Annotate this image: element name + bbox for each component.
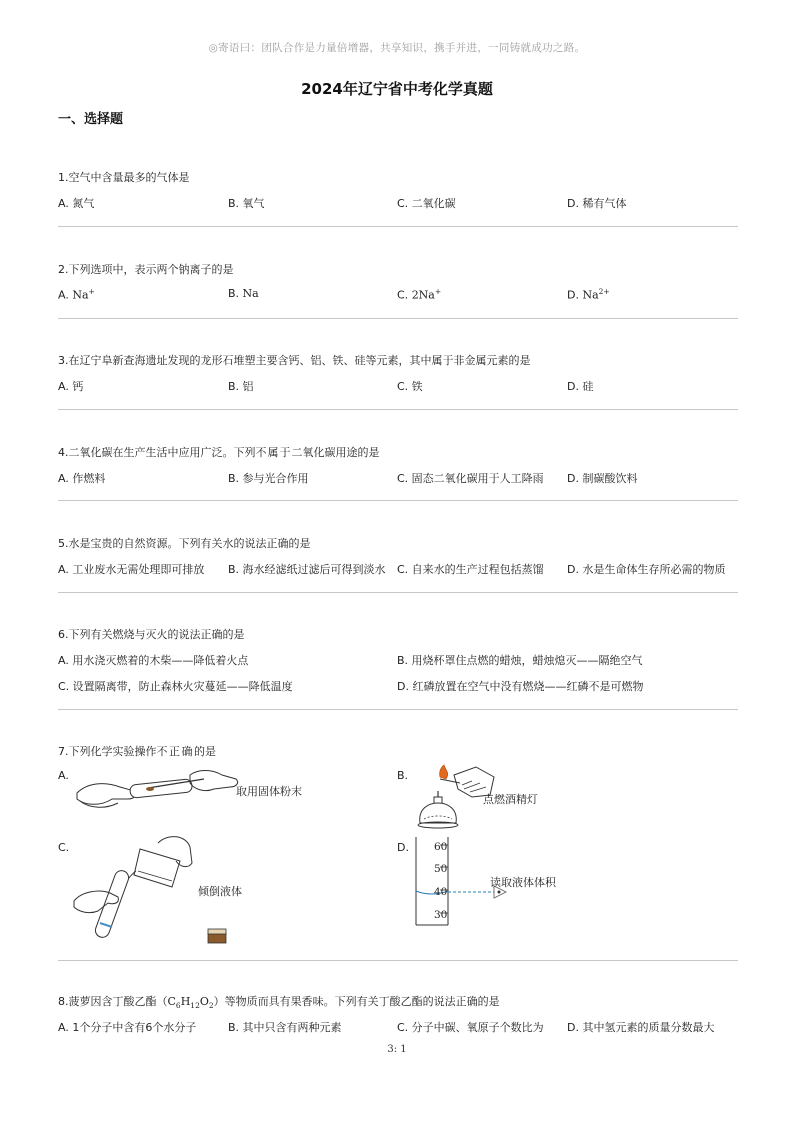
ion-charge: + <box>434 287 442 296</box>
question-3 <box>58 352 738 393</box>
caption-powder: 取用固体粉末 <box>236 785 302 798</box>
option-d[interactable]: D. <box>397 841 409 854</box>
option-label: B. <box>228 287 243 300</box>
powder-transfer-illustration <box>72 765 242 817</box>
option-b[interactable]: B. 其中只含有两种元素 <box>228 1021 342 1034</box>
option-b[interactable] <box>228 287 259 300</box>
option-b[interactable]: B. 参与光合作用 <box>228 472 309 485</box>
ion-formula: Na <box>72 288 89 302</box>
option-b[interactable]: B. 氧气 <box>228 197 265 210</box>
emphasis-text: 不正确 <box>156 745 194 758</box>
option-d[interactable]: D. 稀有气体 <box>567 197 627 210</box>
stem-text: 8.菠萝因含丁酸乙酯（ <box>58 995 168 1008</box>
question-5 <box>58 535 738 576</box>
question-2 <box>58 261 738 302</box>
emphasis-text: 不属于 <box>255 446 292 459</box>
stem-text: ）等物质而具有果香味。下列有关丁酸乙酯的说法正确的是 <box>213 995 500 1008</box>
option-label: D. <box>567 288 583 302</box>
question-stem <box>58 743 738 759</box>
cylinder-tick-40: 40 <box>434 886 448 898</box>
caption-read-volume: 读取液体体积 <box>490 876 556 889</box>
ion-formula: Na <box>242 287 259 300</box>
option-d[interactable]: D. 硅 <box>567 380 594 393</box>
header-motto: ◎寄语曰：团队合作是力量倍增器，共享知识，携手并进，一同铸就成功之路。 <box>208 42 586 54</box>
option-c[interactable]: C. 固态二氧化碳用于人工降雨 <box>397 472 544 485</box>
question-stem <box>58 444 738 460</box>
option-d[interactable]: D. 水是生命体生存所必需的物质 <box>567 563 726 576</box>
question-stem: 6.下列有关燃烧与灭火的说法正确的是 <box>58 628 245 641</box>
question-stem: 1.空气中含量最多的气体是 <box>58 171 190 184</box>
divider <box>58 409 738 410</box>
stem-text: 4.二氧化碳在生产生活中应用广泛。下列 <box>58 446 256 459</box>
question-7 <box>58 743 738 943</box>
option-a[interactable]: A. 1个分子中含有6个水分子 <box>58 1021 197 1034</box>
option-b[interactable]: B. 铝 <box>228 380 254 393</box>
option-c[interactable]: C. 分子中碳、氧原子个数比为 <box>397 1021 544 1034</box>
question-6 <box>58 626 738 693</box>
stem-text: 的是 <box>194 745 216 758</box>
option-d[interactable] <box>567 287 610 302</box>
stem-text: 7.下列化学实验操作 <box>58 745 157 758</box>
option-b[interactable]: B. <box>397 769 409 782</box>
ion-formula: Na <box>582 288 599 302</box>
option-d[interactable]: D. 制碳酸饮料 <box>567 472 638 485</box>
option-label: C. <box>397 288 412 302</box>
divider <box>58 226 738 227</box>
option-a[interactable]: A. <box>58 769 69 782</box>
option-a[interactable] <box>58 287 95 302</box>
stem-text: 二氧化碳用途的是 <box>291 446 380 459</box>
question-stem: 5.水是宝贵的自然资源。下列有关水的说法正确的是 <box>58 537 311 550</box>
option-b[interactable]: B. 海水经滤纸过滤后可得到淡水 <box>228 563 386 576</box>
page-number: 3: 1 <box>387 1044 407 1055</box>
option-a[interactable]: A. 工业废水无需处理即可排放 <box>58 563 205 576</box>
option-c[interactable]: C. 铁 <box>397 380 423 393</box>
ion-charge: 2+ <box>598 287 610 296</box>
option-a[interactable]: A. 用水浇灭燃着的木柴——降低着火点 <box>58 654 249 667</box>
cylinder-tick-60: 60 <box>434 841 448 853</box>
divider <box>58 318 738 319</box>
ion-formula: 2Na <box>411 288 435 302</box>
divider <box>58 709 738 710</box>
cylinder-tick-50: 50 <box>434 863 448 875</box>
option-a[interactable]: A. 作燃料 <box>58 472 106 485</box>
caption-lamp: 点燃酒精灯 <box>483 793 538 806</box>
option-d[interactable]: D. 其中氢元素的质量分数最大 <box>567 1021 715 1034</box>
caption-pour: 倾倒液体 <box>198 885 242 898</box>
section-heading: 一、选择题 <box>58 112 124 127</box>
question-1 <box>58 169 738 210</box>
option-b[interactable]: B. 用烧杯罩住点燃的蜡烛，蜡烛熄灭——隔绝空气 <box>397 654 643 667</box>
page-title: 2024年辽宁省中考化学真题 <box>301 80 493 98</box>
option-a[interactable]: A. 钙 <box>58 380 84 393</box>
cylinder-tick-30: 30 <box>434 909 448 921</box>
option-c[interactable]: C. 自来水的生产过程包括蒸馏 <box>397 563 544 576</box>
option-c[interactable] <box>397 287 441 302</box>
option-label: A. <box>58 288 73 302</box>
option-c[interactable]: C. <box>58 841 70 854</box>
question-stem: 3.在辽宁阜新查海遗址发现的龙形石堆塑主要含钙、铝、铁、硅等元素，其中属于非金属元素的是 <box>58 354 531 367</box>
question-4 <box>58 444 738 485</box>
question-8 <box>58 993 738 1034</box>
option-c[interactable]: C. 二氧化碳 <box>397 197 456 210</box>
divider <box>58 500 738 501</box>
option-a[interactable]: A. 氮气 <box>58 197 95 210</box>
question-stem: 2.下列选项中，表示两个钠离子的是 <box>58 263 234 276</box>
ion-charge: + <box>88 287 95 296</box>
chemical-formula: $C_6H_{12}O_2$ <box>167 995 214 1011</box>
question-stem <box>58 993 738 1010</box>
option-d[interactable]: D. 红磷放置在空气中没有燃烧——红磷不是可燃物 <box>397 680 644 693</box>
option-c[interactable]: C. 设置隔离带，防止森林火灾蔓延——降低温度 <box>58 680 293 693</box>
divider <box>58 960 738 961</box>
divider <box>58 592 738 593</box>
